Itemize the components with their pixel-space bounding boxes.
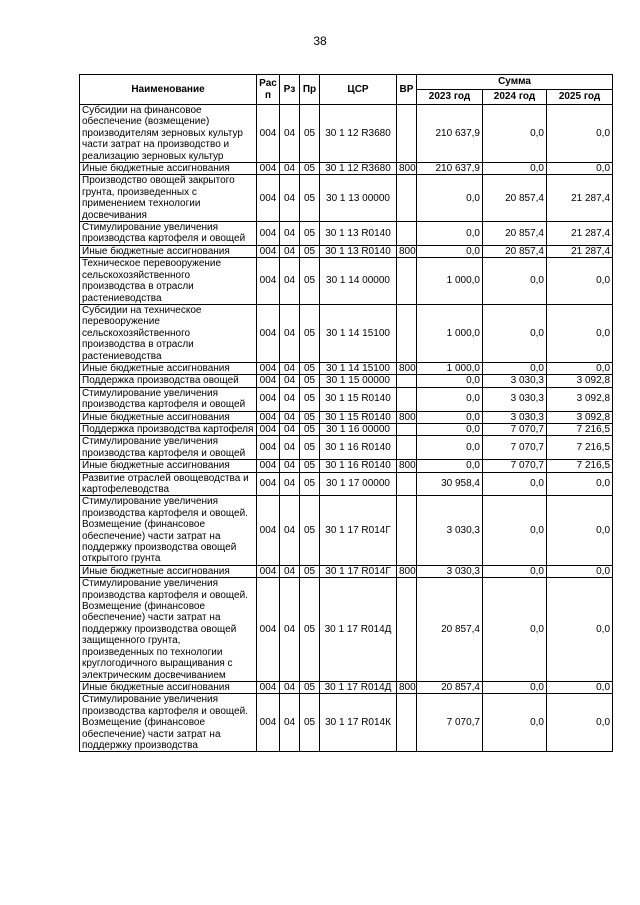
row-csr: 30 1 15 R0140	[320, 411, 397, 423]
row-sum-2025: 0,0	[547, 258, 613, 305]
row-sum-2023: 20 857,4	[417, 578, 483, 682]
row-name: Субсидии на финансовое обеспечение (возмещение) производителям зерновых культур части затрат на производство и реализацию зерновых культур	[80, 105, 257, 163]
row-vr: 800	[397, 362, 417, 374]
row-vr	[397, 387, 417, 411]
header-year-2024: 2024 год	[483, 90, 547, 105]
row-csr: 30 1 12 R3680	[320, 163, 397, 175]
header-rz: Рз	[280, 75, 300, 105]
row-ras: 004	[257, 304, 280, 362]
row-pr: 05	[300, 222, 320, 246]
table-row	[80, 105, 613, 163]
row-sum-2024: 20 857,4	[483, 222, 547, 246]
row-pr: 05	[300, 362, 320, 374]
row-name: Субсидии на техническое перевооружение сельскохозяйственного производства в отрасли растениеводства	[80, 304, 257, 362]
row-ras: 004	[257, 423, 280, 435]
row-name: Стимулирование увеличения производства картофеля и овощей	[80, 222, 257, 246]
row-sum-2023: 0,0	[417, 245, 483, 257]
row-csr: 30 1 17 00000	[320, 472, 397, 496]
table-body	[80, 105, 613, 752]
row-ras: 004	[257, 565, 280, 577]
row-csr: 30 1 14 15100	[320, 304, 397, 362]
row-ras: 004	[257, 245, 280, 257]
table-row	[80, 163, 613, 175]
table-row	[80, 436, 613, 460]
row-pr: 05	[300, 411, 320, 423]
row-sum-2024: 0,0	[483, 681, 547, 693]
row-rz: 04	[280, 362, 300, 374]
row-sum-2025: 3 092,8	[547, 411, 613, 423]
row-sum-2025: 0,0	[547, 304, 613, 362]
row-rz: 04	[280, 258, 300, 305]
row-sum-2023: 1 000,0	[417, 258, 483, 305]
table-row	[80, 387, 613, 411]
table-row	[80, 694, 613, 752]
row-sum-2023: 0,0	[417, 436, 483, 460]
row-sum-2023: 0,0	[417, 222, 483, 246]
table-row	[80, 375, 613, 387]
row-csr: 30 1 12 R3680	[320, 105, 397, 163]
row-pr: 05	[300, 175, 320, 222]
row-name: Стимулирование увеличения производства картофеля и овощей. Возмещение (финансовое обеспечение) части затрат на поддержку производства овощей открытого грунта	[80, 496, 257, 565]
row-sum-2025: 0,0	[547, 472, 613, 496]
row-sum-2024: 7 070,7	[483, 460, 547, 472]
row-name: Иные бюджетные ассигнования	[80, 362, 257, 374]
table-row	[80, 423, 613, 435]
row-ras: 004	[257, 496, 280, 565]
row-vr	[397, 694, 417, 752]
row-sum-2023: 1 000,0	[417, 362, 483, 374]
row-vr	[397, 496, 417, 565]
row-sum-2023: 0,0	[417, 423, 483, 435]
row-rz: 04	[280, 681, 300, 693]
row-pr: 05	[300, 565, 320, 577]
row-sum-2024: 0,0	[483, 304, 547, 362]
row-sum-2024: 7 070,7	[483, 436, 547, 460]
header-name: Наименование	[80, 75, 257, 105]
row-name: Техническое перевооружение сельскохозяйственного производства в отрасли растениеводства	[80, 258, 257, 305]
table-row	[80, 496, 613, 565]
row-rz: 04	[280, 472, 300, 496]
row-name: Стимулирование увеличения производства картофеля и овощей	[80, 436, 257, 460]
row-vr	[397, 578, 417, 682]
row-pr: 05	[300, 436, 320, 460]
row-ras: 004	[257, 411, 280, 423]
budget-table	[79, 74, 613, 752]
row-sum-2025: 0,0	[547, 578, 613, 682]
row-sum-2024: 3 030,3	[483, 411, 547, 423]
row-vr: 800	[397, 460, 417, 472]
table-header	[80, 75, 613, 105]
row-sum-2023: 0,0	[417, 175, 483, 222]
row-vr: 800	[397, 411, 417, 423]
row-sum-2023: 0,0	[417, 411, 483, 423]
row-ras: 004	[257, 460, 280, 472]
table-row	[80, 304, 613, 362]
row-ras: 004	[257, 105, 280, 163]
row-sum-2023: 210 637,9	[417, 105, 483, 163]
header-sum: Сумма	[417, 75, 613, 90]
row-csr: 30 1 15 R0140	[320, 387, 397, 411]
row-sum-2025: 0,0	[547, 694, 613, 752]
row-pr: 05	[300, 496, 320, 565]
table-row	[80, 258, 613, 305]
row-sum-2024: 0,0	[483, 472, 547, 496]
row-sum-2024: 0,0	[483, 362, 547, 374]
row-vr: 800	[397, 245, 417, 257]
row-sum-2024: 0,0	[483, 258, 547, 305]
row-pr: 05	[300, 460, 320, 472]
row-name: Развитие отраслей овощеводства и картофелеводства	[80, 472, 257, 496]
row-sum-2025: 7 216,5	[547, 460, 613, 472]
row-vr	[397, 375, 417, 387]
row-rz: 04	[280, 423, 300, 435]
row-sum-2025: 0,0	[547, 496, 613, 565]
row-rz: 04	[280, 496, 300, 565]
row-csr: 30 1 17 R014Д	[320, 578, 397, 682]
row-name: Иные бюджетные ассигнования	[80, 163, 257, 175]
row-sum-2024: 0,0	[483, 565, 547, 577]
row-sum-2023: 210 637,9	[417, 163, 483, 175]
row-name: Стимулирование увеличения производства картофеля и овощей. Возмещение (финансовое обеспечение) части затрат на поддержку производства	[80, 694, 257, 752]
row-name: Иные бюджетные ассигнования	[80, 681, 257, 693]
table-row	[80, 578, 613, 682]
row-sum-2024: 3 030,3	[483, 387, 547, 411]
row-sum-2023: 3 030,3	[417, 565, 483, 577]
row-vr	[397, 222, 417, 246]
row-sum-2023: 1 000,0	[417, 304, 483, 362]
table-row	[80, 681, 613, 693]
row-csr: 30 1 15 00000	[320, 375, 397, 387]
row-sum-2024: 0,0	[483, 496, 547, 565]
row-ras: 004	[257, 163, 280, 175]
row-rz: 04	[280, 163, 300, 175]
row-rz: 04	[280, 411, 300, 423]
row-pr: 05	[300, 423, 320, 435]
row-ras: 004	[257, 175, 280, 222]
row-sum-2024: 0,0	[483, 578, 547, 682]
row-sum-2025: 7 216,5	[547, 423, 613, 435]
row-rz: 04	[280, 304, 300, 362]
row-sum-2025: 0,0	[547, 362, 613, 374]
row-csr: 30 1 17 R014К	[320, 694, 397, 752]
row-pr: 05	[300, 681, 320, 693]
row-pr: 05	[300, 163, 320, 175]
row-vr: 800	[397, 565, 417, 577]
row-rz: 04	[280, 245, 300, 257]
row-pr: 05	[300, 245, 320, 257]
row-rz: 04	[280, 436, 300, 460]
row-pr: 05	[300, 387, 320, 411]
row-name: Производство овощей закрытого грунта, произведенных с применением технологии досвечивания	[80, 175, 257, 222]
row-sum-2024: 3 030,3	[483, 375, 547, 387]
row-csr: 30 1 17 R014Г	[320, 496, 397, 565]
row-csr: 30 1 16 00000	[320, 423, 397, 435]
row-sum-2023: 0,0	[417, 387, 483, 411]
row-pr: 05	[300, 304, 320, 362]
table-row	[80, 222, 613, 246]
row-sum-2025: 0,0	[547, 163, 613, 175]
row-sum-2024: 0,0	[483, 694, 547, 752]
table-row	[80, 472, 613, 496]
row-ras: 004	[257, 375, 280, 387]
row-sum-2025: 3 092,8	[547, 387, 613, 411]
row-pr: 05	[300, 578, 320, 682]
row-sum-2023: 20 857,4	[417, 681, 483, 693]
row-csr: 30 1 13 R0140	[320, 245, 397, 257]
row-sum-2024: 0,0	[483, 163, 547, 175]
table-row	[80, 362, 613, 374]
row-csr: 30 1 13 R0140	[320, 222, 397, 246]
row-csr: 30 1 16 R0140	[320, 436, 397, 460]
row-csr: 30 1 17 R014Д	[320, 681, 397, 693]
row-csr: 30 1 16 R0140	[320, 460, 397, 472]
row-csr: 30 1 14 00000	[320, 258, 397, 305]
row-vr: 800	[397, 163, 417, 175]
row-pr: 05	[300, 105, 320, 163]
table-row	[80, 245, 613, 257]
row-name: Иные бюджетные ассигнования	[80, 460, 257, 472]
row-sum-2023: 3 030,3	[417, 496, 483, 565]
row-sum-2025: 21 287,4	[547, 175, 613, 222]
row-rz: 04	[280, 105, 300, 163]
row-pr: 05	[300, 694, 320, 752]
header-year-2023: 2023 год	[417, 90, 483, 105]
row-vr	[397, 175, 417, 222]
row-sum-2025: 0,0	[547, 681, 613, 693]
table-row	[80, 460, 613, 472]
row-rz: 04	[280, 565, 300, 577]
row-ras: 004	[257, 436, 280, 460]
row-vr	[397, 472, 417, 496]
row-sum-2025: 21 287,4	[547, 245, 613, 257]
row-name: Иные бюджетные ассигнования	[80, 565, 257, 577]
row-ras: 004	[257, 258, 280, 305]
row-name: Поддержка производства картофеля	[80, 423, 257, 435]
row-ras: 004	[257, 222, 280, 246]
row-sum-2023: 0,0	[417, 375, 483, 387]
row-ras: 004	[257, 578, 280, 682]
row-rz: 04	[280, 460, 300, 472]
row-pr: 05	[300, 375, 320, 387]
row-name: Иные бюджетные ассигнования	[80, 245, 257, 257]
row-sum-2025: 0,0	[547, 565, 613, 577]
header-csr: ЦСР	[320, 75, 397, 105]
row-ras: 004	[257, 387, 280, 411]
row-sum-2025: 21 287,4	[547, 222, 613, 246]
row-rz: 04	[280, 387, 300, 411]
row-pr: 05	[300, 258, 320, 305]
header-year-2025: 2025 год	[547, 90, 613, 105]
row-sum-2023: 7 070,7	[417, 694, 483, 752]
header-vr: ВР	[397, 75, 417, 105]
row-rz: 04	[280, 694, 300, 752]
row-vr	[397, 258, 417, 305]
row-vr	[397, 105, 417, 163]
row-sum-2024: 20 857,4	[483, 175, 547, 222]
row-vr	[397, 423, 417, 435]
row-sum-2023: 30 958,4	[417, 472, 483, 496]
row-name: Иные бюджетные ассигнования	[80, 411, 257, 423]
row-rz: 04	[280, 175, 300, 222]
row-sum-2025: 3 092,8	[547, 375, 613, 387]
table-row	[80, 565, 613, 577]
row-vr: 800	[397, 681, 417, 693]
row-sum-2023: 0,0	[417, 460, 483, 472]
row-csr: 30 1 13 00000	[320, 175, 397, 222]
header-ras: Рас п	[257, 75, 280, 105]
table-row	[80, 411, 613, 423]
row-ras: 004	[257, 362, 280, 374]
row-csr: 30 1 14 15100	[320, 362, 397, 374]
table-row	[80, 175, 613, 222]
row-vr	[397, 436, 417, 460]
header-pr: Пр	[300, 75, 320, 105]
row-name: Стимулирование увеличения производства картофеля и овощей	[80, 387, 257, 411]
row-pr: 05	[300, 472, 320, 496]
row-ras: 004	[257, 681, 280, 693]
row-name: Поддержка производства овощей	[80, 375, 257, 387]
row-sum-2024: 7 070,7	[483, 423, 547, 435]
row-rz: 04	[280, 375, 300, 387]
row-csr: 30 1 17 R014Г	[320, 565, 397, 577]
row-vr	[397, 304, 417, 362]
row-ras: 004	[257, 694, 280, 752]
row-sum-2025: 0,0	[547, 105, 613, 163]
row-sum-2024: 20 857,4	[483, 245, 547, 257]
row-rz: 04	[280, 222, 300, 246]
row-sum-2024: 0,0	[483, 105, 547, 163]
row-rz: 04	[280, 578, 300, 682]
row-ras: 004	[257, 472, 280, 496]
row-name: Стимулирование увеличения производства картофеля и овощей. Возмещение (финансовое обеспечение) части затрат на поддержку производства овощей защищенного грунта, произведенных по технологии круглогодичного выращивания с электрическим досвечиванием	[80, 578, 257, 682]
page-number: 38	[313, 34, 327, 48]
row-sum-2025: 7 216,5	[547, 436, 613, 460]
